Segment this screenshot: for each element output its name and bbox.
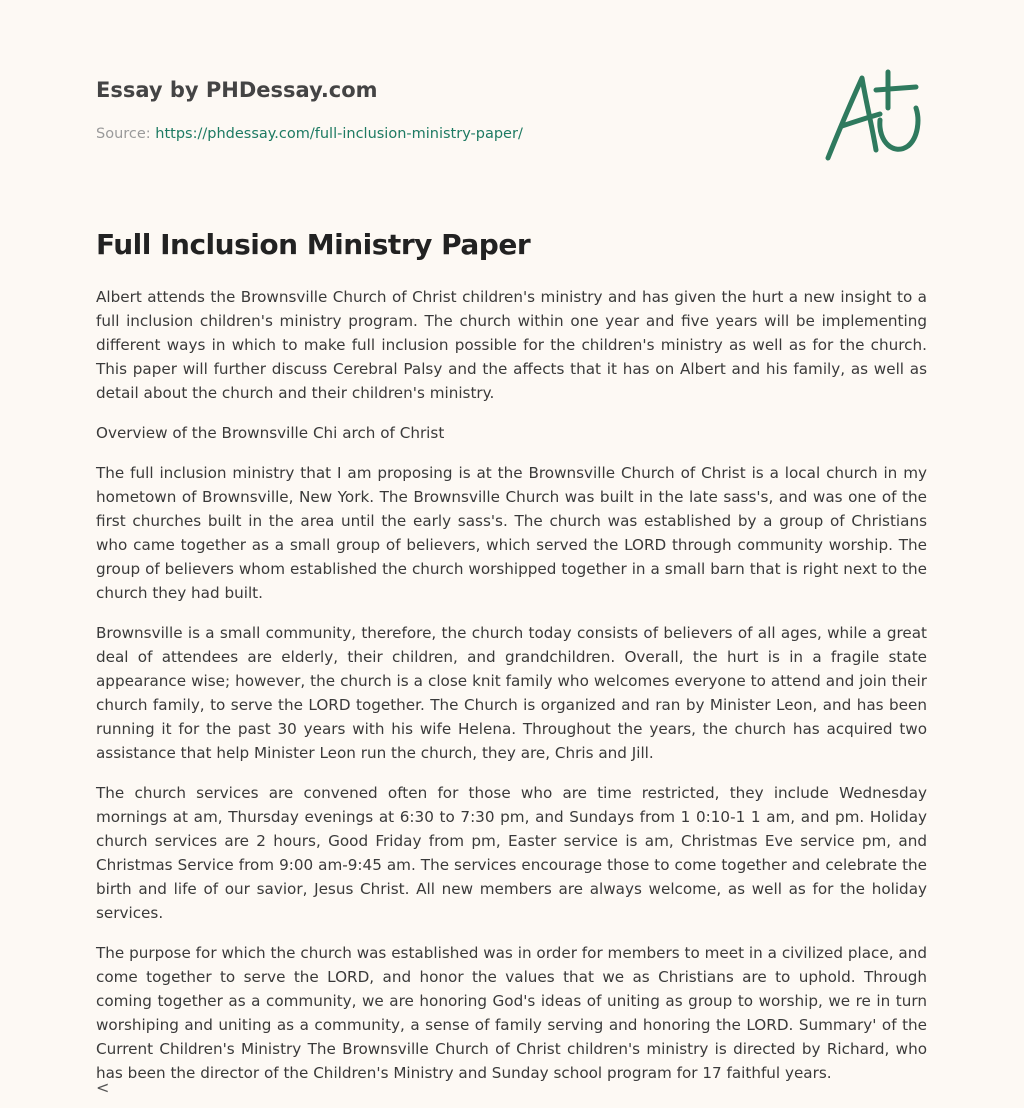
source-link[interactable]: https://phdessay.com/full-inclusion-ministry-paper/: [155, 126, 523, 142]
essay-body: [96, 285, 927, 1101]
paragraph: The purpose for which the church was established was in order for members to meet in a civilized place, and come together to serve the LORD, and honor the values that we as Christians are to uphold. Through coming together as a community, we are honoring God's ideas of uniting as group to worship, we re in turn worshiping and uniting as a community, a sense of family serving and honoring the LORD. Summary' of the Current Children's Ministry The Brownsville Church of Christ children's ministry is directed by Richard, who has been the director of the Children's Ministry and Sunday school program for 17 faithful years.: [96, 944, 927, 1082]
previous-arrow-button[interactable]: <: [96, 1078, 110, 1097]
paragraph: The full inclusion ministry that I am proposing is at the Brownsville Church of Christ is a local church in my hometown of Brownsville, New York. The Brownsville Church was built in the late sass's, and was one of the first churches built in the area until the early sass's. The church was established by a group of Christians who came together as a small group of believers, which served the LORD through community worship. The group of believers whom established the church worshipped together in a small barn that is right next to the church they had built.: [96, 464, 927, 602]
section-heading: Overview of the Brownsville Chi arch of Christ: [96, 424, 445, 442]
a-plus-logo-icon: [822, 68, 926, 164]
paragraph: Brownsville is a small community, therefore, the church today consists of believers of all ages, while a great deal of attendees are elderly, their children, and grandchildren. Overall, the hurt is in a fragile state appearance wise; however, the church is a close knit family who welcomes everyone to attend and join their church family, to serve the LORD together. The Church is organized and ran by Minister Leon, and has been running it for the past 30 years with his wife Helena. Throughout the years, the church has acquired two assistance that help Minister Leon run the church, they are, Chris and Jill.: [96, 624, 927, 762]
paragraph: Albert attends the Brownsville Church of Christ children's ministry and has given the hurt a new insight to a full inclusion children's ministry program. The church within one year and five years will be implementing different ways in which to make full inclusion possible for the children's ministry as well as for the church. This paper will further discuss Cerebral Palsy and the affects that it has on Albert and his family, as well as detail about the church and their children's ministry.: [96, 288, 927, 402]
paper-title: Full Inclusion Ministry Paper: [96, 228, 531, 261]
source-label: Source:: [96, 126, 156, 142]
essay-header: [96, 76, 796, 144]
site-title: Essay by PHDessay.com: [96, 78, 378, 102]
paragraph: The church services are convened often for those who are time restricted, they include Wednesday mornings at am, Thursday evenings at 6:30 to 7:30 pm, and Sundays from 1 0:10-1 1 am, and pm. Holiday church services are 2 hours, Good Friday from pm, Easter service is am, Christmas Eve service pm, and Christmas Service from 9:00 am-9:45 am. The services encourage those to come together and celebrate the birth and life of our savior, Jesus Christ. All new members are always welcome, as well as for the holiday services.: [96, 784, 927, 922]
source-line: [96, 124, 796, 144]
